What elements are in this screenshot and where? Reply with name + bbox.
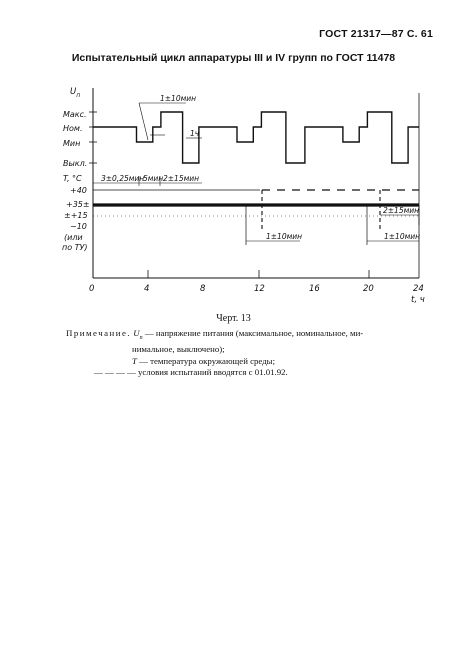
duration-label-7: 1±10мин xyxy=(266,232,303,241)
level-label-max: Макс. xyxy=(63,110,87,119)
duration-label-5: 2±15мин xyxy=(163,174,200,183)
x-tick-0: 0 xyxy=(89,284,95,294)
temp-level-minus10: −10 xyxy=(70,222,87,231)
note-line-1-cont: нимальное, выключено); xyxy=(132,344,225,355)
level-label-off: Выкл. xyxy=(63,159,88,168)
axis-y-label: $U_п$ xyxy=(70,87,81,99)
note-line-3 xyxy=(66,367,406,379)
temp-level-40: +40 xyxy=(70,186,87,195)
note-prefix: Примечание. xyxy=(66,328,132,338)
duration-label-1: 1±10мин xyxy=(160,94,197,103)
note-text-1: — напряжение питания (максимальное, номинальное, ми- xyxy=(144,328,364,338)
note-symbol-dash: — — — xyxy=(94,367,125,378)
temp-footnote-1: (или xyxy=(64,233,83,242)
duration-label-4: 5мин xyxy=(143,174,164,183)
temp-footnote-2: по ТУ) xyxy=(62,243,88,252)
duration-label-6: 2±15мин xyxy=(383,206,420,215)
level-label-min: Мин xyxy=(63,139,81,148)
note-line-1 xyxy=(66,328,406,344)
duration-label-2: 1ч xyxy=(190,129,200,138)
note-symbol-u: $U_п$ xyxy=(133,328,143,341)
level-label-nom: Ном. xyxy=(63,124,83,133)
duration-label-8: 1±10мин xyxy=(384,232,421,241)
x-unit: t, ч xyxy=(411,295,425,305)
x-tick-24: 24 xyxy=(413,284,424,294)
figure-caption: Черт. 13 xyxy=(216,313,251,324)
x-tick-12: 12 xyxy=(254,284,265,294)
note-text-3: — условия испытаний вводятся с 01.01.92. xyxy=(127,367,288,378)
duration-label-3: 3±0,25мин xyxy=(101,174,145,183)
x-tick-4: 4 xyxy=(144,284,150,294)
page-header: ГОСТ 21317—87 С. 61 xyxy=(319,28,433,40)
note-line-2 xyxy=(66,356,406,368)
note-text-2: — температура окружающей среды; xyxy=(139,355,276,366)
figure-title: Испытательный цикл аппаратуры III и IV групп по ГОСТ 11478 xyxy=(71,52,396,64)
temp-level-15: ±+15 xyxy=(64,211,88,220)
note-symbol-t: T xyxy=(132,355,137,366)
x-tick-20: 20 xyxy=(363,284,374,294)
voltage-waveform xyxy=(93,112,419,163)
x-tick-16: 16 xyxy=(309,284,320,294)
temp-label: T, °C xyxy=(63,174,82,183)
dim-line-1-leader xyxy=(139,103,148,140)
temp-level-35: +35± xyxy=(66,200,90,209)
x-tick-8: 8 xyxy=(200,284,206,294)
notes-block xyxy=(66,328,406,379)
